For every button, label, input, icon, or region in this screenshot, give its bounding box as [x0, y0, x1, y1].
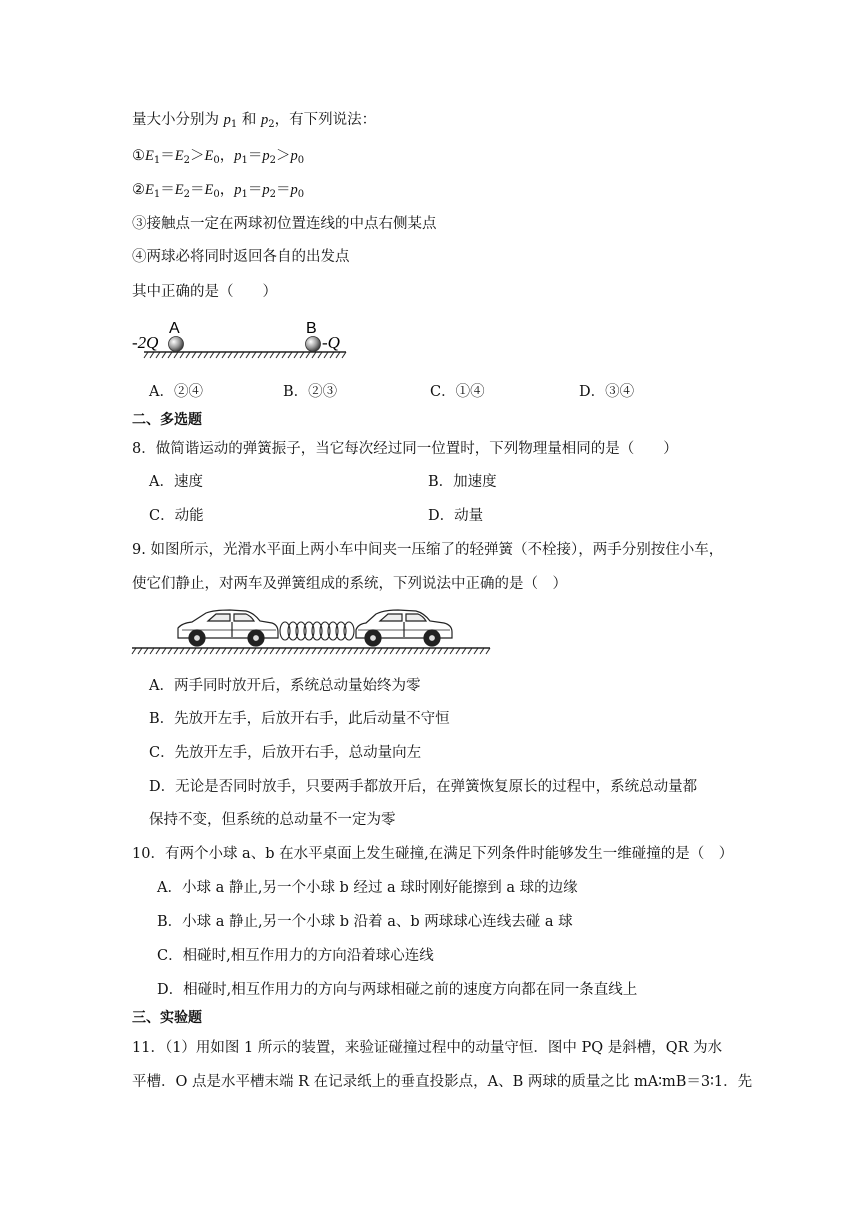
q10-option-b: B．小球 a 静止,另一个小球 b 沿着 a、b 两球球心连线去碰 a 球	[157, 914, 573, 930]
q9-stem-line2: 使它们静止，对两车及弹簧组成的系统，下列说法中正确的是（ ）	[132, 576, 567, 592]
ball-b	[306, 337, 321, 352]
q11-line2: 平槽．O 点是水平槽末端 R 在记录纸上的垂直投影点，A、B 两球的质量之比 mA∶mB＝3∶1．先	[132, 1074, 753, 1090]
charge-a: -2Q	[132, 333, 159, 352]
label-a: A	[169, 320, 180, 337]
q10-option-a: A．小球 a 静止,另一个小球 b 经过 a 球时刚好能擦到 a 球的边缘	[157, 880, 578, 896]
q9-stem-line1: 9. 如图所示，光滑水平面上两小车中间夹一压缩了的轻弹簧（不栓接），两手分别按住小车，	[132, 542, 724, 558]
label-b: B	[306, 320, 317, 337]
charge-b: -Q	[322, 333, 340, 352]
q7-statement-1: $①E_1=E_2>E_0$，$p_1=p_2>p_0$	[132, 148, 305, 166]
q8-stem: 8．做简谐运动的弹簧振子，当它每次经过同一位置时，下列物理量相同的是（ ）	[132, 441, 678, 457]
q7-intro: 量大小分别为 $p_1$ 和 $p_2$，有下列说法：	[132, 112, 377, 130]
section-multi-choice: 二、多选题	[132, 412, 202, 428]
q7-statement-2: $②E_1=E_2=E_0$，$p_1=p_2=p_0$	[132, 182, 305, 200]
q10-option-c: C．相碰时,相互作用力的方向沿着球心连线	[157, 948, 434, 964]
q7-option-a: A．②④	[149, 384, 203, 400]
q9-option-d: D．无论是否同时放手，只要两手都放开后，在弹簧恢复原长的过程中，系统总动量都	[149, 779, 698, 795]
q8-option-c: C．动能	[149, 508, 204, 524]
q7-option-b: B．②③	[283, 384, 338, 400]
q10-option-d: D．相碰时,相互作用力的方向与两球相碰之前的速度方向都在同一条直线上	[157, 982, 638, 998]
ball-a	[169, 337, 184, 352]
q8-option-a: A．速度	[149, 474, 203, 490]
q9-option-b: B．先放开左手，后放开右手，此后动量不守恒	[149, 711, 450, 727]
section-experiment: 三、实验题	[132, 1010, 202, 1026]
q9-option-a: A．两手同时放开后，系统总动量始终为零	[149, 678, 421, 694]
q8-option-d: D．动量	[428, 508, 484, 524]
right-car	[356, 610, 452, 646]
q11-line1: 11．（1）用如图 1 所示的装置，来验证碰撞过程中的动量守恒．图中 PQ 是斜槽，QR 为水	[132, 1040, 723, 1056]
q7-statement-4: ④两球必将同时返回各自的出发点	[132, 249, 350, 265]
q7-option-c: C．①④	[430, 384, 485, 400]
q7-option-d: D．③④	[579, 384, 635, 400]
spring	[280, 622, 354, 640]
q9-option-d-cont: 保持不变，但系统的总动量不一定为零	[149, 812, 396, 828]
q7-prompt: 其中正确的是（ ）	[132, 284, 277, 300]
q9-figure	[130, 604, 492, 656]
q7-figure	[130, 314, 360, 364]
q8-option-b: B．加速度	[428, 474, 497, 490]
q9-option-c: C．先放开左手，后放开右手，总动量向左	[149, 745, 422, 761]
q10-stem: 10．有两个小球 a、b 在水平桌面上发生碰撞,在满足下列条件时能够发生一维碰撞的是（ ）	[132, 846, 734, 862]
left-car	[178, 610, 278, 646]
q7-statement-3: ③接触点一定在两球初位置连线的中点右侧某点	[132, 216, 437, 232]
